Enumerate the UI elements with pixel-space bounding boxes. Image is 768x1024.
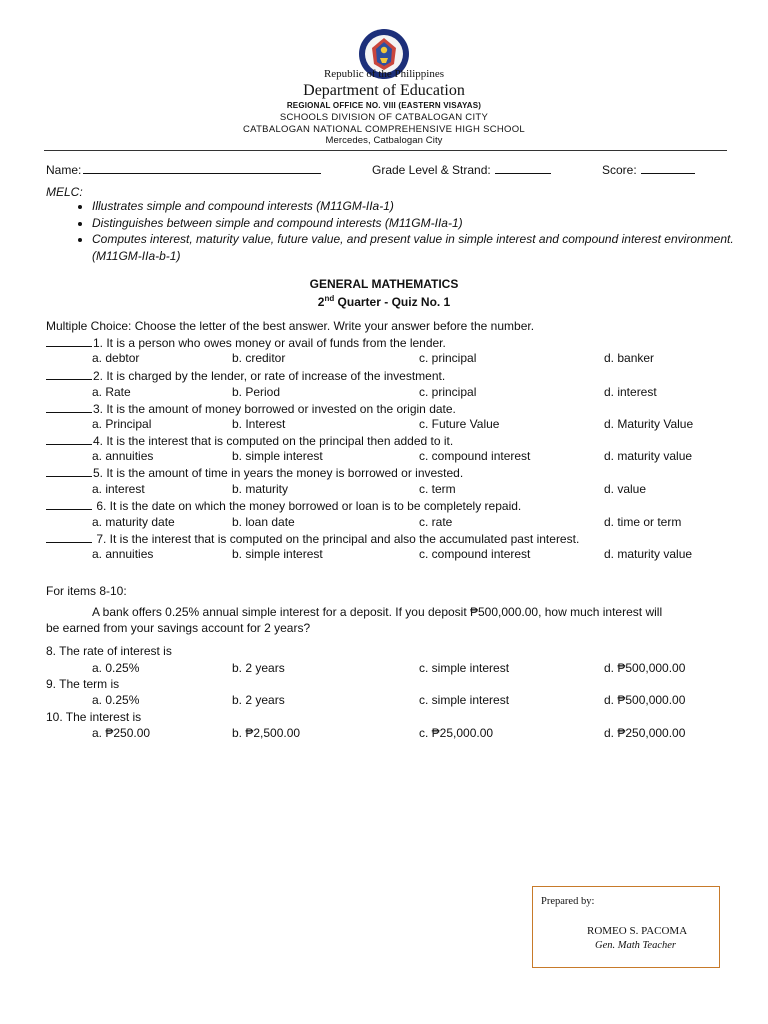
problem-line-1: A bank offers 0.25% annual simple interest for a deposit. If you deposit ₱500,000.00, how much interest will bbox=[92, 605, 663, 619]
option: d. maturity value bbox=[604, 547, 693, 561]
score-field[interactable] bbox=[602, 161, 695, 177]
quarter-suffix: nd bbox=[324, 294, 335, 303]
answer-blank[interactable] bbox=[46, 531, 92, 543]
instructions: Multiple Choice: Choose the letter of the best answer. Write your answer before the number. bbox=[46, 319, 535, 333]
option: b. ₱2,500.00 bbox=[232, 726, 301, 740]
grade-blank bbox=[495, 161, 551, 174]
grade-field[interactable] bbox=[372, 161, 551, 177]
option: a. Principal bbox=[92, 417, 152, 431]
option: d. ₱250,000.00 bbox=[604, 726, 686, 740]
question-7 bbox=[46, 531, 579, 546]
answer-blank[interactable] bbox=[46, 368, 92, 380]
option: c. ₱25,000.00 bbox=[419, 726, 494, 740]
option: a. ₱250.00 bbox=[92, 726, 151, 740]
option: b. loan date bbox=[232, 515, 295, 529]
item-8: 8. The rate of interest is bbox=[46, 644, 172, 658]
option: b. creditor bbox=[232, 351, 286, 365]
question-text: 3. It is the amount of money borrowed or invested on the origin date. bbox=[93, 402, 456, 416]
prepared-by-box bbox=[532, 886, 720, 968]
melc-label: MELC: bbox=[46, 185, 83, 199]
option: c. principal bbox=[419, 351, 477, 365]
option: b. simple interest bbox=[232, 547, 323, 561]
answer-blank[interactable] bbox=[46, 465, 92, 477]
option: b. 2 years bbox=[232, 693, 285, 707]
republic-line: Republic of the Philippines bbox=[323, 68, 445, 80]
option: a. annuities bbox=[92, 547, 154, 561]
option: a. 0.25% bbox=[92, 693, 140, 707]
option: b. 2 years bbox=[232, 661, 285, 675]
option: a. 0.25% bbox=[92, 661, 140, 675]
regional-office: REGIONAL OFFICE NO. VIII (EASTERN VISAYAS) bbox=[286, 101, 482, 110]
schools-division: SCHOOLS DIVISION OF CATBALOGAN CITY bbox=[279, 112, 489, 123]
name-field[interactable] bbox=[46, 161, 321, 177]
school-address: Mercedes, Catbalogan City bbox=[325, 135, 443, 146]
name-blank bbox=[83, 161, 321, 174]
question-text: 5. It is the amount of time in years the money is borrowed or invested. bbox=[93, 466, 464, 480]
option: c. simple interest bbox=[419, 693, 510, 707]
option: d. time or term bbox=[604, 515, 682, 529]
option: a. Rate bbox=[92, 385, 131, 399]
answer-blank[interactable] bbox=[46, 433, 92, 445]
option: b. Interest bbox=[232, 417, 286, 431]
question-1 bbox=[46, 335, 446, 350]
option: a. interest bbox=[92, 482, 145, 496]
subject-title: GENERAL MATHEMATICS bbox=[309, 277, 459, 291]
option: d. value bbox=[604, 482, 647, 496]
problem-label: For items 8-10: bbox=[46, 584, 127, 598]
question-text: 7. It is the interest that is computed on the principal and also the accumulated past interest. bbox=[93, 532, 580, 546]
answer-blank[interactable] bbox=[46, 401, 92, 413]
option: a. maturity date bbox=[92, 515, 175, 529]
option: c. principal bbox=[419, 385, 477, 399]
option: d. ₱500,000.00 bbox=[604, 661, 686, 675]
department-title: Department of Education bbox=[303, 82, 465, 99]
option: d. Maturity Value bbox=[604, 417, 694, 431]
option: d. maturity value bbox=[604, 449, 693, 463]
option: c. compound interest bbox=[419, 449, 531, 463]
option: d. banker bbox=[604, 351, 655, 365]
teacher-role: Gen. Math Teacher bbox=[595, 940, 676, 951]
question-3 bbox=[46, 401, 456, 416]
question-5 bbox=[46, 465, 463, 480]
score-label: Score: bbox=[602, 163, 637, 177]
answer-blank[interactable] bbox=[46, 498, 92, 510]
teacher-name: ROMEO S. PACOMA bbox=[587, 925, 688, 937]
option: a. annuities bbox=[92, 449, 154, 463]
quiz-title bbox=[0, 294, 768, 309]
option: c. Future Value bbox=[419, 417, 500, 431]
question-text: 1. It is a person who owes money or avail of funds from the lender. bbox=[93, 336, 446, 350]
item-9: 9. The term is bbox=[46, 677, 120, 691]
option: c. rate bbox=[419, 515, 453, 529]
header-divider bbox=[44, 150, 727, 151]
prepared-label: Prepared by: bbox=[541, 896, 595, 907]
option: c. compound interest bbox=[419, 547, 531, 561]
question-text: 2. It is charged by the lender, or rate of increase of the investment. bbox=[93, 369, 446, 383]
question-text: 6. It is the date on which the money borrowed or loan is to be completely repaid. bbox=[93, 499, 522, 513]
option: c. simple interest bbox=[419, 661, 510, 675]
option: d. interest bbox=[604, 385, 657, 399]
quarter-number: 2 bbox=[317, 295, 325, 309]
question-2 bbox=[46, 368, 445, 383]
name-label: Name: bbox=[46, 163, 82, 177]
melc-list bbox=[70, 198, 752, 264]
answer-blank[interactable] bbox=[46, 335, 92, 347]
score-blank bbox=[641, 161, 695, 174]
option: b. maturity bbox=[232, 482, 289, 496]
problem-line-2: be earned from your savings account for 2 years? bbox=[46, 621, 311, 635]
school-name: CATBALOGAN NATIONAL COMPREHENSIVE HIGH SCHOOL bbox=[242, 124, 525, 135]
question-4 bbox=[46, 433, 453, 448]
melc-item: • Distinguishes between simple and compound interests (M11GM-IIa-1) bbox=[92, 215, 752, 232]
option: b. Period bbox=[232, 385, 281, 399]
question-text: 4. It is the interest that is computed on the principal then added to it. bbox=[93, 434, 454, 448]
melc-item: • Computes interest, maturity value, future value, and present value in simple interest and compound interest environment. (M11GM-IIa-b-1) bbox=[92, 231, 752, 264]
option: d. ₱500,000.00 bbox=[604, 693, 686, 707]
option: a. debtor bbox=[92, 351, 140, 365]
question-6 bbox=[46, 498, 521, 513]
quarter-rest: Quarter - Quiz No. 1 bbox=[334, 295, 451, 309]
option: c. term bbox=[419, 482, 456, 496]
item-10: 10. The interest is bbox=[46, 710, 142, 724]
option: b. simple interest bbox=[232, 449, 323, 463]
melc-item: • Illustrates simple and compound interests (M11GM-IIa-1) bbox=[92, 198, 752, 215]
grade-label: Grade Level & Strand: bbox=[372, 163, 491, 177]
